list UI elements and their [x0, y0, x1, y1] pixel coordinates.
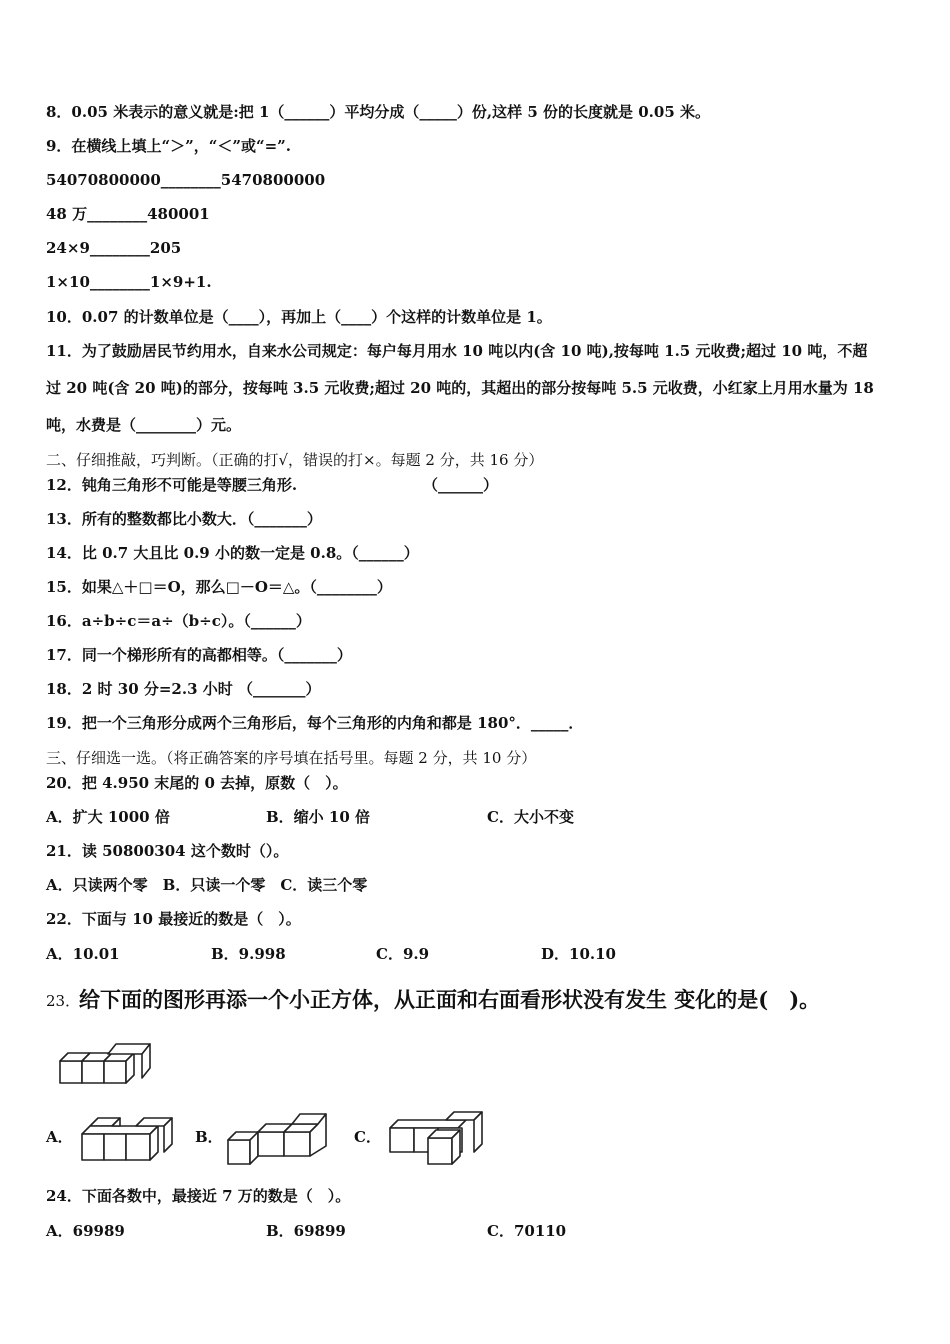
question-20: 20．把 4.950 末尾的 0 去掉，原数（ ）。	[46, 774, 348, 792]
q23-option-c-label: C．	[354, 1128, 381, 1146]
q23-base-figure	[58, 1040, 154, 1086]
q24-option-b: B．69899	[266, 1222, 346, 1240]
question-15: 15．如果△＋□＝O，那么□－O＝△。（________）	[46, 578, 392, 596]
question-12: 12．钝角三角形不可能是等腰三角形.	[46, 476, 298, 494]
q9-item-4: 1×10________1×9+1.	[46, 273, 212, 291]
question-12-blank: （______）	[423, 476, 499, 494]
q20-option-b: B．缩小 10 倍	[266, 808, 370, 826]
q9-item-1: 54070800000________5470800000	[46, 171, 326, 189]
q21-options: A．只读两个零 B．只读一个零 C．读三个零	[46, 876, 368, 894]
question-16: 16．a÷b÷c＝a÷（b÷c）。（______）	[46, 612, 311, 630]
section-2-heading: 二、仔细推敲，巧判断。（正确的打√，错误的打×。每题 2 分，共 16 分）	[46, 451, 544, 469]
q20-option-c: C．大小不变	[487, 808, 574, 826]
q24-option-c: C．70110	[487, 1222, 567, 1240]
q22-option-c: C．9.9	[376, 945, 430, 963]
question-24: 24．下面各数中，最接近 7 万的数是（ ）。	[46, 1187, 351, 1205]
q9-item-3: 24×9________205	[46, 239, 182, 257]
question-9: 9．在横线上填上“＞”，“＜”或“=”.	[46, 137, 291, 155]
question-19: 19．把一个三角形分成两个三角形后，每个三角形的内角和都是 180°．_____．	[46, 714, 584, 732]
question-8: 8．0.05 米表示的意义就是:把 1（______）平均分成（_____）份,这样 5 份的长度就是 0.05 米。	[46, 103, 710, 121]
q23-option-a-figure	[80, 1114, 176, 1164]
section-3-heading: 三、仔细选一选。（将正确答案的序号填在括号里。每题 2 分，共 10 分）	[46, 749, 537, 767]
question-21: 21．读 50800304 这个数时（）。	[46, 842, 289, 860]
question-11-line-1: 11．为了鼓励居民节约用水，自来水公司规定：每户每月用水 10 吨以内(含 10 吨),按每吨 1.5 元收费;超过 10 吨，不超	[46, 342, 868, 360]
q24-option-a: A．69989	[46, 1222, 125, 1240]
question-23: 给下面的图形再添一个小正方体，从正面和右面看形状没有发生 变化的是( )。	[79, 987, 821, 1012]
question-17: 17．同一个梯形所有的高都相等。（_______）	[46, 646, 352, 664]
q9-item-2: 48 万________480001	[46, 205, 210, 223]
question-13: 13．所有的整数都比小数大．（_______）	[46, 510, 322, 528]
q22-option-d: D．10.10	[541, 945, 616, 963]
q23-option-b-label: B．	[195, 1128, 223, 1146]
q23-option-b-figure	[226, 1108, 332, 1166]
question-11-line-3: 吨，水费是（________）元。	[46, 416, 242, 434]
question-23-number: 23．	[46, 992, 81, 1010]
question-10: 10．0.07 的计数单位是（____），再加上（____）个这样的计数单位是 1。	[46, 308, 552, 326]
q22-option-a: A．10.01	[46, 945, 120, 963]
q23-option-a-label: A．	[46, 1128, 73, 1146]
question-14: 14．比 0.7 大且比 0.9 小的数一定是 0.8。（______）	[46, 544, 419, 562]
question-18: 18．2 时 30 分=2.3 小时 （_______）	[46, 680, 321, 698]
q22-option-b: B．9.998	[211, 945, 286, 963]
q20-option-a: A．扩大 1000 倍	[46, 808, 170, 826]
q23-option-c-figure	[386, 1108, 486, 1168]
question-11-line-2: 过 20 吨(含 20 吨)的部分，按每吨 3.5 元收费;超过 20 吨的，其超出的部分按每吨 5.5 元收费，小红家上月用水量为 18	[46, 379, 874, 397]
question-22: 22．下面与 10 最接近的数是（ ）。	[46, 910, 301, 928]
cube-3	[104, 1053, 134, 1083]
